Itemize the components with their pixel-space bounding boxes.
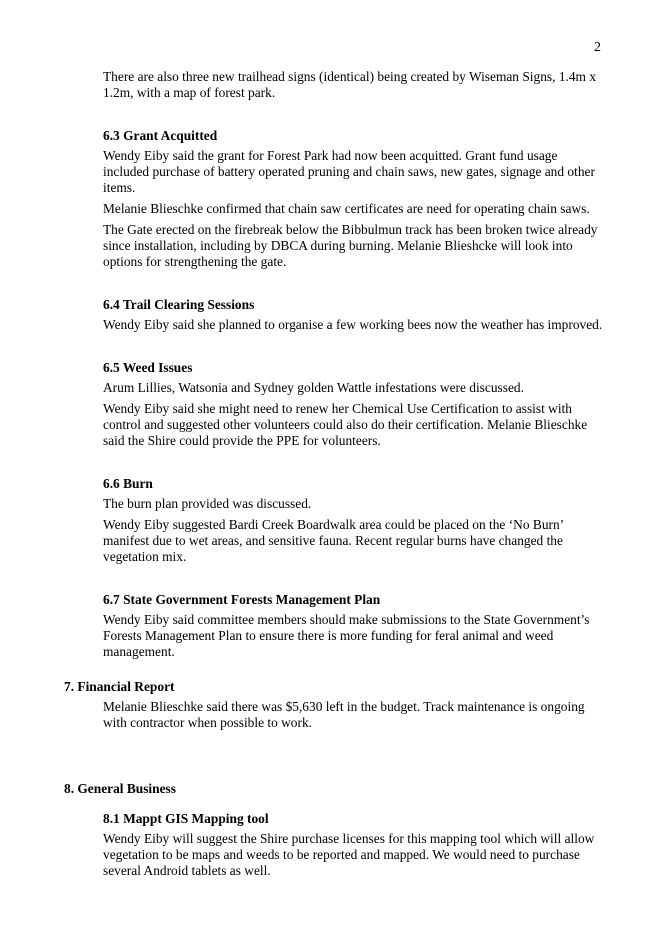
section-6-6-paragraph-2: Wendy Eiby suggested Bardi Creek Boardwalk area could be placed on the ‘No Burn’ manifest due to wet areas, and sensitive fauna. Recent regular burns have changed the vegetation mix. [103, 517, 564, 564]
section-6-3 [103, 128, 603, 270]
section-6-3-heading: 6.3 Grant Acquitted [103, 128, 218, 143]
document-body [0, 69, 666, 884]
section-8-heading: 8. General Business [64, 781, 176, 796]
section-6-3-paragraph-2: Melanie Blieschke confirmed that chain saw certificates are need for operating chain saws. [103, 201, 590, 216]
section-6-3-paragraph-3: The Gate erected on the firebreak below the Bibbulmun track has been broken twice already since installation, including by DBCA during burning. Melanie Blieshcke will look into options for strengthening the gate. [103, 222, 598, 269]
section-8-1-heading: 8.1 Mappt GIS Mapping tool [103, 811, 269, 826]
section-6-6 [103, 476, 603, 565]
section-6-7-heading: 6.7 State Government Forests Management Plan [103, 592, 381, 607]
section-6-5-paragraph-1: Arum Lillies, Watsonia and Sydney golden Wattle infestations were discussed. [103, 380, 524, 395]
section-6-7-paragraph-1: Wendy Eiby said committee members should make submissions to the State Government’s Forests Management Plan to ensure there is more funding for feral animal and weed management. [103, 612, 590, 659]
section-7-body [103, 699, 603, 731]
section-6-4-heading: 6.4 Trail Clearing Sessions [103, 297, 255, 312]
section-7-heading: 7. Financial Report [64, 679, 175, 694]
section-8-1 [103, 811, 603, 879]
section-6-4 [103, 297, 603, 333]
section-8 [64, 781, 604, 797]
section-6-6-paragraph-1: The burn plan provided was discussed. [103, 496, 312, 511]
section-7 [64, 679, 604, 695]
page-number: 2 [594, 40, 601, 55]
section-6-3-paragraph-1: Wendy Eiby said the grant for Forest Park had now been acquitted. Grant fund usage included purchase of battery operated pruning and chain saws, new gates, signage and other items. [103, 148, 595, 195]
section-7-paragraph-1: Melanie Blieschke said there was $5,630 left in the budget. Track maintenance is ongoing with contractor when possible to work. [103, 699, 585, 730]
section-6-5 [103, 360, 603, 449]
section-6-4-paragraph-1: Wendy Eiby said she planned to organise a few working bees now the weather has improved. [103, 317, 603, 332]
section-6-6-heading: 6.6 Burn [103, 476, 153, 491]
intro-paragraph: There are also three new trailhead signs (identical) being created by Wiseman Signs, 1.4m x 1.2m, with a map of forest park. [103, 69, 597, 100]
section-6-5-paragraph-2: Wendy Eiby said she might need to renew her Chemical Use Certification to assist with control and suggested other volunteers could also do their certification. Melanie Blieschke said the Shire could provide the PPE for volunteers. [103, 401, 588, 448]
section-6-5-heading: 6.5 Weed Issues [103, 360, 193, 375]
intro-block [103, 69, 603, 101]
section-6-7 [103, 592, 603, 660]
section-8-1-paragraph-1: Wendy Eiby will suggest the Shire purchase licenses for this mapping tool which will allow vegetation to be maps and weeds to be reported and mapped. We would need to purchase several Android tablets as well. [103, 831, 595, 878]
